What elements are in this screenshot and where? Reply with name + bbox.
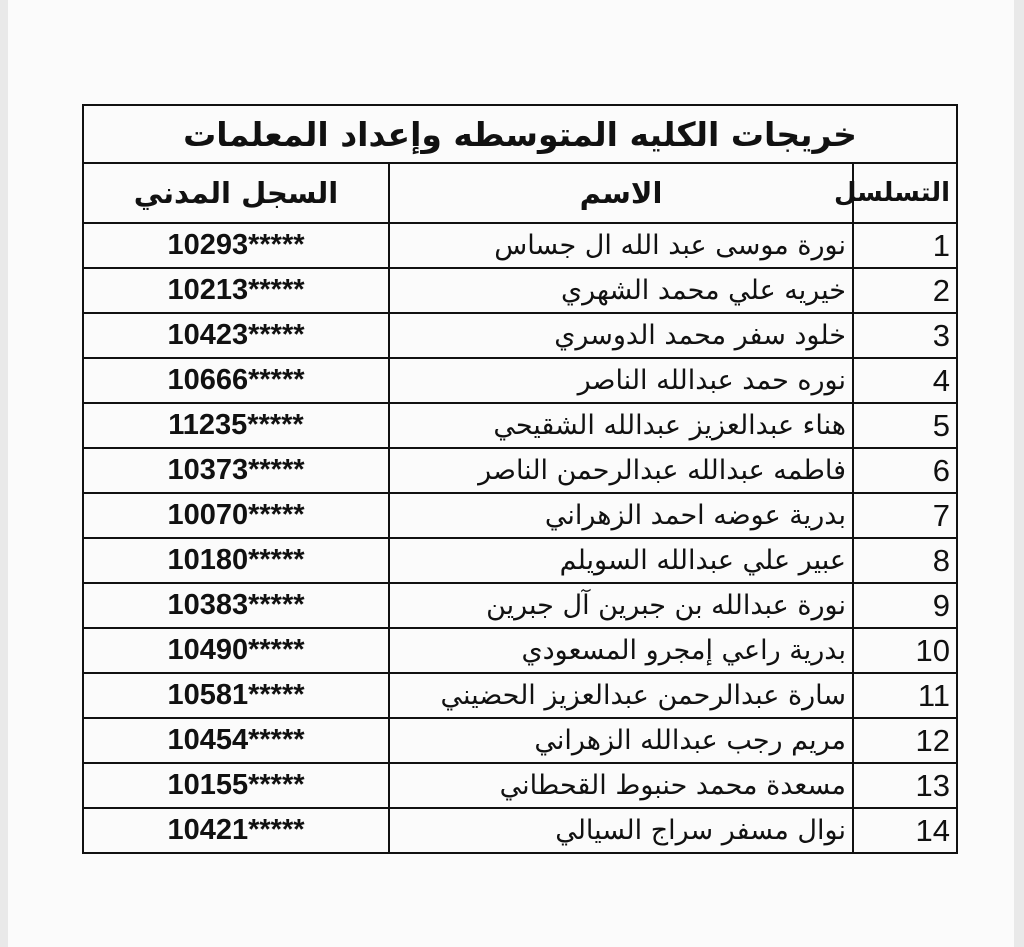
row-civil-record-cell <box>84 673 389 718</box>
row-civil-record-cell <box>84 628 389 673</box>
row-serial: 10 <box>853 628 956 673</box>
row-civil-record-cell <box>84 763 389 808</box>
row-serial: 7 <box>853 493 956 538</box>
row-name: فاطمه عبدالله عبدالرحمن الناصر <box>389 448 853 493</box>
header-civil-record: السجل المدني <box>84 164 389 223</box>
row-name: هناء عبدالعزيز عبدالله الشقيحي <box>389 403 853 448</box>
table-row <box>84 448 956 493</box>
row-civil-record-cell <box>84 313 389 358</box>
row-serial: 4 <box>853 358 956 403</box>
table-row <box>84 673 956 718</box>
document-page <box>8 0 1014 947</box>
row-serial: 6 <box>853 448 956 493</box>
row-civil-record-cell <box>84 718 389 763</box>
table-row <box>84 313 956 358</box>
row-civil-record-cell <box>84 493 389 538</box>
row-serial: 8 <box>853 538 956 583</box>
row-civil-record-cell <box>84 448 389 493</box>
table-row <box>84 808 956 852</box>
row-civil-record: 10421***** <box>167 814 305 846</box>
row-name: سارة عبدالرحمن عبدالعزيز الحضيني <box>389 673 853 718</box>
header-serial: التسلسل <box>853 164 956 223</box>
row-civil-record-cell <box>84 403 389 448</box>
row-name: نورة عبدالله بن جبرين آل جبرين <box>389 583 853 628</box>
table-row <box>84 403 956 448</box>
row-name: بدرية راعي إمجرو المسعودي <box>389 628 853 673</box>
row-civil-record: 10373***** <box>167 454 305 486</box>
row-serial: 14 <box>853 808 956 852</box>
table-row <box>84 223 956 268</box>
row-name: خيريه علي محمد الشهري <box>389 268 853 313</box>
row-civil-record: 10423***** <box>167 319 305 351</box>
row-civil-record-cell <box>84 538 389 583</box>
table-row <box>84 628 956 673</box>
row-name: بدرية عوضه احمد الزهراني <box>389 493 853 538</box>
row-name: مريم رجب عبدالله الزهراني <box>389 718 853 763</box>
row-civil-record: 10383***** <box>167 589 305 621</box>
table-row <box>84 718 956 763</box>
row-civil-record-cell <box>84 583 389 628</box>
row-civil-record-cell <box>84 223 389 268</box>
row-civil-record: 10666***** <box>167 364 305 396</box>
table-row <box>84 538 956 583</box>
graduates-table <box>84 164 956 852</box>
row-civil-record: 10490***** <box>167 634 305 666</box>
table-row <box>84 583 956 628</box>
row-name: نوره حمد عبدالله الناصر <box>389 358 853 403</box>
table-row <box>84 358 956 403</box>
row-serial: 11 <box>853 673 956 718</box>
row-civil-record-cell <box>84 268 389 313</box>
row-name: خلود سفر محمد الدوسري <box>389 313 853 358</box>
row-civil-record: 10581***** <box>167 679 305 711</box>
row-civil-record: 10155***** <box>167 769 305 801</box>
row-serial: 5 <box>853 403 956 448</box>
row-name: نوال مسفر سراج السيالي <box>389 808 853 852</box>
row-serial: 12 <box>853 718 956 763</box>
row-serial: 13 <box>853 763 956 808</box>
row-civil-record: 10180***** <box>167 544 305 576</box>
row-civil-record: 10454***** <box>167 724 305 756</box>
table-title: خريجات الكليه المتوسطه وإعداد المعلمات <box>84 106 956 164</box>
row-name: مسعدة محمد حنبوط القحطاني <box>389 763 853 808</box>
row-civil-record: 11235***** <box>168 409 304 441</box>
row-civil-record: 10213***** <box>167 274 305 306</box>
row-civil-record-cell <box>84 358 389 403</box>
table-row <box>84 763 956 808</box>
header-name: الاسم <box>389 164 853 223</box>
row-serial: 1 <box>853 223 956 268</box>
table-row <box>84 493 956 538</box>
row-civil-record: 10070***** <box>167 499 305 531</box>
row-serial: 9 <box>853 583 956 628</box>
row-civil-record: 10293***** <box>167 229 305 261</box>
row-name: نورة موسى عبد الله ال جساس <box>389 223 853 268</box>
row-serial: 3 <box>853 313 956 358</box>
graduates-table-sheet <box>82 104 958 854</box>
header-row <box>84 164 956 223</box>
row-serial: 2 <box>853 268 956 313</box>
row-name: عبير علي عبدالله السويلم <box>389 538 853 583</box>
row-civil-record-cell <box>84 808 389 852</box>
table-row <box>84 268 956 313</box>
